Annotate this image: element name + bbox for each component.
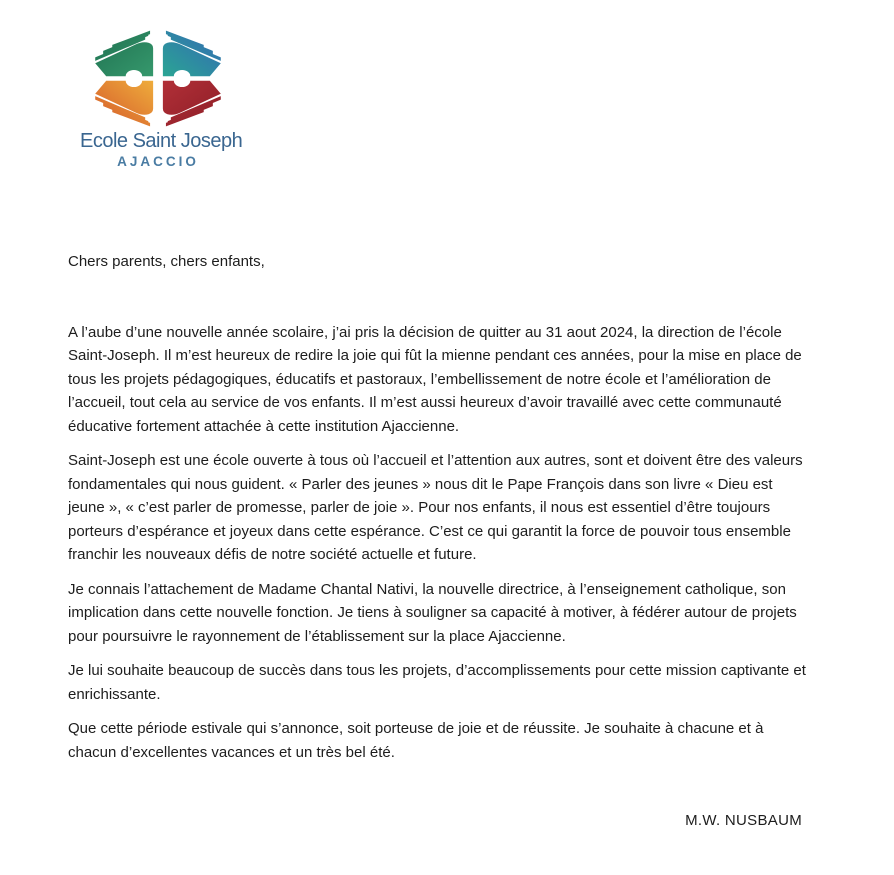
hand-teal-blue <box>163 31 221 77</box>
letter-paragraph-5: Que cette période estivale qui s’annonce, soit porteuse de joie et de réussite. Je souhaite à chacune et à chacun d’excellentes vacances et un très bel été. <box>68 720 764 761</box>
letter-body <box>68 250 810 833</box>
letter-paragraph-4: Je lui souhaite beaucoup de succès dans tous les projets, d’accomplissements pour cette mission captivante et enrichissante. <box>68 662 806 703</box>
school-logo <box>80 30 243 169</box>
school-name: Ecole Saint Joseph <box>80 130 243 152</box>
hand-green <box>95 31 153 77</box>
school-city: AJACCIO <box>117 154 199 169</box>
hand-gold-orange <box>95 81 153 127</box>
signature: M.W. NUSBAUM <box>685 812 802 829</box>
hand-red <box>163 81 221 127</box>
salutation: Chers parents, chers enfants, <box>68 253 265 270</box>
letter-paragraph-2: Saint-Joseph est une école ouverte à tous où l’accueil et l’attention aux autres, sont et doivent être des valeurs fondamentales qui nous guident. « Parler des jeunes » nous dit le Pape François dans son livre « Dieu est jeune », « c’est parler de promesse, parler de joie ». Pour nos enfants, il nous est essentiel d’être toujours porteurs d’espérance et joyeux dans cette espérance. C’est ce qui garantit la force de pouvoir tous ensemble franchir les nouveaux défis de notre société actuelle et future. <box>68 452 803 563</box>
four-hands-logo-icon <box>94 30 222 127</box>
letter-paragraph-3: Je connais l’attachement de Madame Chantal Nativi, la nouvelle directrice, à l’enseignement catholique, son implication dans cette nouvelle fonction. Je tiens à souligner sa capacité à motiver, à fédérer autour de projets pour poursuivre le rayonnement de l’établissement sur la place Ajaccienne. <box>68 580 797 645</box>
letter-paragraph-1: A l’aube d’une nouvelle année scolaire, j’ai pris la décision de quitter au 31 aout 2024, la direction de l’école Saint-Joseph. Il m’est heureux de redire la joie qui fût la mienne pendant ces années, pour la mise en place de tous les projets pédagogiques, éducatifs et pastoraux, l’embellissement de notre école et l’amélioration de l’accueil, tout cela au service de vos enfants. Il m’est aussi heureux d’avoir travaillé avec cette communauté éducative fortement attachée à cette institution Ajaccienne. <box>68 323 802 435</box>
